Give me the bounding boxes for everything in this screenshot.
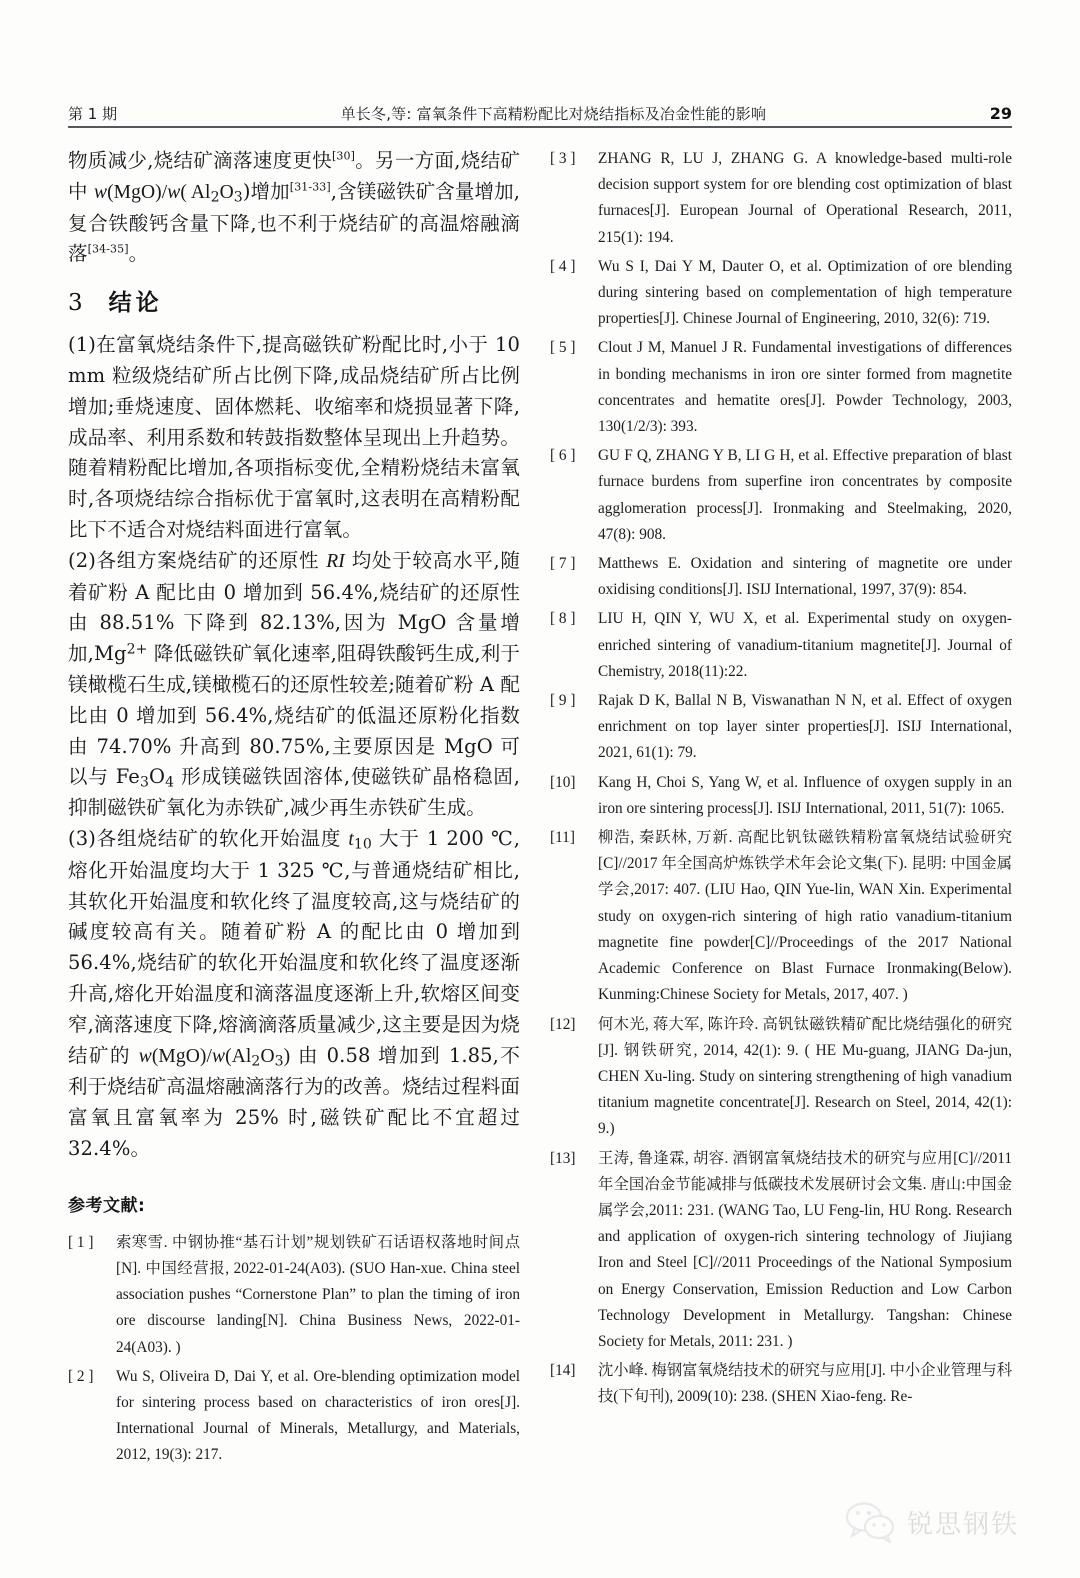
reference-number: [ 6 ] bbox=[550, 447, 576, 465]
continued-text-3: ,含镁磁铁矿含量增加,复合铁酸钙含量下降,也不利于烧结矿的高温熔融滴落 bbox=[68, 179, 520, 266]
reference-text: 王涛, 鲁逢霖, 胡容. 酒钢富氧烧结技术的研究与应用[C]//2011 年全国冶金节能减排与低碳技术发展研讨会文集. 唐山:中国金属学会,2011: 231. (WANG Tao, LU Feng-lin, HU Rong. Research and application of oxygen-rich sintering technology of Jiujiang Iron and Steel [C]//2011 Proceedings of the National Symposium on Energy Conservation, Emission Reduction and Low Carbon Technology Development in Metallurgy. Tangshan: Chinese Society for Metals, 2011: 231. ) bbox=[598, 1149, 1012, 1350]
reference-number: [ 7 ] bbox=[550, 555, 576, 573]
conclusion-paragraph-1: (1)在富氧烧结条件下,提高磁铁矿粉配比时,小于 10 mm 粒级烧结矿所占比例下降,成品烧结矿所占比例增加;垂烧速度、固体燃耗、收缩率和烧损显著下降,成品率、利用系数和转鼓指数整体呈现出上升趋势。随着精粉配比增加,各项指标变优,全精粉烧结未富氧时,各项烧结综合指标优于富氧时,这表明在高精粉配比下不适合对烧结料面进行富氧。 bbox=[68, 333, 520, 541]
reference-text: 何木光, 蒋大军, 陈许玲. 高钒钛磁铁精矿配比烧结强化的研究[J]. 钢铁研究, 2014, 42(1): 9. ( HE Mu-guang, JIANG Da-jun, CHEN Xu-ling. Study on sintering strengthening of high vanadium titanium magnetite concentrate[J]. Research on Steel, 2014, 42(1): 9.) bbox=[598, 1015, 1012, 1138]
reference-text: 沈小峰. 梅钢富氧烧结技术的研究与应用[J]. 中小企业管理与科技(下旬刊), 2009(10): 238. (SHEN Xiao-feng. Re- bbox=[598, 1362, 1012, 1406]
c3-text-1: (3)各组烧结矿的软化开始温度 bbox=[68, 826, 349, 850]
reference-item bbox=[550, 825, 1012, 1008]
reference-number: [13] bbox=[550, 1149, 576, 1167]
conclusion-paragraph-3 bbox=[68, 824, 520, 1165]
reference-text: GU F Q, ZHANG Y B, LI G H, et al. Effective preparation of blast furnace burdens from superfine iron concentrates by composite agglomeration process[J]. Ironmaking and Steelmaking, 2020, 47(8): 908. bbox=[598, 447, 1012, 543]
reference-item bbox=[550, 551, 1012, 603]
reference-number: [ 3 ] bbox=[550, 150, 576, 167]
reference-item bbox=[550, 254, 1012, 333]
c2-text-5: 形成镁磁铁固溶体,使磁铁矿晶格稳固,抑制磁铁矿氧化为赤铁矿,减少再生赤铁矿生成。 bbox=[68, 765, 520, 820]
reference-number: [ 1 ] bbox=[68, 1233, 94, 1251]
reference-text: ZHANG R, LU J, ZHANG G. A knowledge-based multi-role decision support system for ore blending cost optimization of blast furnaces[J]. European Journal of Operational Research, 2011, 215(1): 194. bbox=[598, 150, 1012, 246]
section-number: 3 bbox=[68, 290, 83, 317]
formula-al-sub: 2 bbox=[210, 189, 220, 206]
reference-number: [12] bbox=[550, 1015, 576, 1033]
page-number: 29 bbox=[989, 104, 1012, 123]
c2-text-3: 降低磁铁矿氧化速率,阻碍铁酸钙生成,利于镁橄榄石生成,镁橄榄石的还原性较差;随着矿粉 A 配比由 0 增加到 56.4%,烧结矿的低温还原粉化指数由 74.70% 升高到 80.75%,主要原因是 MgO 可以与 Fe bbox=[68, 642, 520, 789]
reference-text: 柳浩, 秦跃林, 万新. 高配比钒钛磁铁精粉富氧烧结试验研究[C]//2017 年全国高炉炼铁学术年会论文集(下). 昆明: 中国金属学会,2017: 407. (LIU Hao, QIN Yue-lin, WAN Xin. Experimental study on oxygen-rich sintering of high ratio vanadium-titanium magnetite fine powder[C]//Proceedings of the 2017 National Academic Conference on Blast Furnace Ironmaking(Below). Kunming:Chinese Society for Metals, 2017, 407. ) bbox=[598, 829, 1012, 1004]
running-head bbox=[68, 92, 1012, 122]
reference-item bbox=[550, 1358, 1012, 1410]
reference-number: [ 9 ] bbox=[550, 692, 576, 710]
reference-number: [10] bbox=[550, 773, 576, 791]
section-title: 结论 bbox=[108, 289, 163, 317]
conclusion-paragraph-2 bbox=[68, 546, 520, 824]
c3-formula-close: ) bbox=[283, 1045, 291, 1067]
symbol-RI: RI bbox=[326, 550, 345, 572]
formula-o: O bbox=[219, 181, 234, 203]
reference-number: [ 4 ] bbox=[550, 257, 576, 275]
reference-text: Rajak D K, Ballal N B, Viswanathan N N, et al. Effect of oxygen enrichment on top layer sinter properties[J]. ISIJ International, 2021, 61(1): 79. bbox=[598, 692, 1012, 762]
c3-text-3: 由 0.58 增加到 1.85,不利于烧结矿高温熔融滴落行为的改善。烧结过程料面富氧且富氧率为 25% 时,磁铁矿配比不宜超过 32.4%。 bbox=[68, 1043, 520, 1160]
issue-label: 第 1 期 bbox=[68, 105, 118, 123]
c3-formula-w-2: w bbox=[212, 1045, 226, 1067]
reference-item bbox=[68, 1230, 520, 1361]
two-column-body bbox=[68, 146, 1012, 1464]
reference-number: [14] bbox=[550, 1362, 576, 1380]
c3-al-sub: 2 bbox=[251, 1053, 261, 1070]
continued-text-4: 。 bbox=[128, 242, 149, 266]
references-heading: 参考文献: bbox=[68, 1195, 146, 1216]
reference-item bbox=[550, 688, 1012, 767]
wechat-watermark bbox=[845, 1492, 1045, 1552]
left-column bbox=[68, 146, 521, 1464]
citation-30: [30] bbox=[332, 149, 356, 163]
header-divider bbox=[68, 126, 1012, 128]
c3-formula-al: (Al bbox=[225, 1045, 252, 1067]
watermark-label: 锐思钢铁 bbox=[907, 1509, 1020, 1540]
continued-text-2: 。另一方面,烧结矿中 bbox=[68, 149, 520, 203]
reference-item bbox=[550, 770, 1012, 822]
formula-al-open: ( Al bbox=[180, 181, 211, 203]
reference-item bbox=[550, 335, 1012, 440]
c3-formula-w-1: w bbox=[138, 1045, 152, 1067]
reference-text: Matthews E. Oxidation and sintering of magnetite ore under oxidising conditions[J]. ISIJ International, 1997, 37(9): 854. bbox=[598, 555, 1012, 599]
reference-text: Kang H, Choi S, Yang W, et al. Influence of oxygen supply in an iron ore sintering process[J]. ISIJ International, 2011, 51(7): 1065. bbox=[598, 773, 1012, 817]
c2-text-1: (2)各组方案烧结矿的还原性 bbox=[68, 548, 327, 572]
mg-charge: 2+ bbox=[126, 641, 148, 658]
wechat-icon bbox=[845, 1501, 897, 1543]
reference-item bbox=[68, 1364, 520, 1469]
formula-o-sub: 3 bbox=[233, 189, 243, 206]
running-title: 单长冬,等: 富氧条件下高精粉配比对烧结指标及冶金性能的影响 bbox=[340, 105, 767, 123]
o-sub: 4 bbox=[165, 774, 175, 791]
c3-text-2: 大于 1 200 ℃,熔化开始温度均大于 1 325 ℃,与普通烧结矿相比,其软化开始温度和软化终了温度较高,这与烧结矿的碱度较高有关。随着矿粉 A 的配比由 0 增加到 56.4%,烧结矿的软化开始温度和软化终了温度逐渐升高,熔化开始温度和滴落温度逐渐上升,软熔区间变窄,滴落速度下降,熔滴滴落质量减少,这主要是因为烧结矿的 bbox=[68, 826, 521, 1067]
c2-text-2: 均处于较高水平,随着矿粉 A 配比由 0 增加到 56.4%,烧结矿的还原性由 88.51% 下降到 82.13%,因为 MgO 含量增加,Mg bbox=[68, 548, 520, 666]
formula-w-2: w bbox=[167, 181, 181, 203]
c3-o-sub: 3 bbox=[274, 1053, 284, 1070]
reference-item bbox=[550, 443, 1012, 548]
section-heading-conclusion bbox=[68, 288, 520, 318]
reference-number: [ 2 ] bbox=[68, 1367, 94, 1385]
reference-number: [ 5 ] bbox=[550, 339, 576, 357]
formula-w-1: w bbox=[93, 181, 108, 203]
formula-mgo: (MgO)/ bbox=[107, 181, 168, 203]
reference-text: LIU H, QIN Y, WU X, et al. Experimental study on oxygen-enriched sintering of vanadium-titanium magnetite[J]. Journal of Chemistry, 2018(11):22. bbox=[598, 610, 1012, 680]
citation-31-33: [31-33] bbox=[289, 180, 331, 194]
continued-paragraph bbox=[68, 146, 520, 270]
reference-item bbox=[550, 606, 1012, 685]
reference-item bbox=[550, 146, 1012, 251]
c3-formula-o: O bbox=[260, 1045, 275, 1067]
right-column bbox=[550, 146, 1012, 1456]
reference-item bbox=[550, 1146, 1012, 1356]
fe-sub: 3 bbox=[139, 774, 149, 791]
reference-item bbox=[550, 1012, 1012, 1143]
reference-number: [11] bbox=[550, 829, 575, 847]
reference-text: 索寒雪. 中钢协推“基石计划”规划铁矿石话语权落地时间点[N]. 中国经营报, 2022-01-24(A03). (SUO Han-xue. China steel association pushes “Cornerstone Plan” to plan the timing of iron ore discourse landing[N]. China Business News, 2022-01-24(A03). ) bbox=[116, 1233, 520, 1356]
reference-text: Wu S, Oliveira D, Dai Y, et al. Ore-blending optimization model for sintering process based on characteristics of iron ores[J]. International Journal of Minerals, Metallurgy, and Materials, 2012, 19(3): 217. bbox=[116, 1367, 520, 1464]
symbol-t-sub: 10 bbox=[353, 836, 372, 853]
c2-text-4: O bbox=[148, 765, 166, 789]
citation-34-35: [34-35] bbox=[87, 242, 129, 256]
c3-formula-mgo: (MgO)/ bbox=[151, 1045, 212, 1067]
reference-text: Wu S I, Dai Y M, Dauter O, et al. Optimization of ore blending during sintering based on complementation of high temperature properties[J]. Chinese Journal of Engineering, 2010, 32(6): 719. bbox=[598, 257, 1012, 328]
continued-text-1: 物质减少,烧结矿滴落速度更快 bbox=[68, 149, 333, 172]
reference-number: [ 8 ] bbox=[550, 610, 576, 628]
symbol-t: t bbox=[348, 828, 354, 850]
reference-text: Clout J M, Manuel J R. Fundamental investigations of differences in bonding mechanisms in iron ore sinter formed from magnetite concentrates and hematite ores[J]. Powder Technology, 2003, 130(1/2/3): 393. bbox=[598, 339, 1012, 436]
formula-close-text: )增加 bbox=[242, 179, 290, 203]
